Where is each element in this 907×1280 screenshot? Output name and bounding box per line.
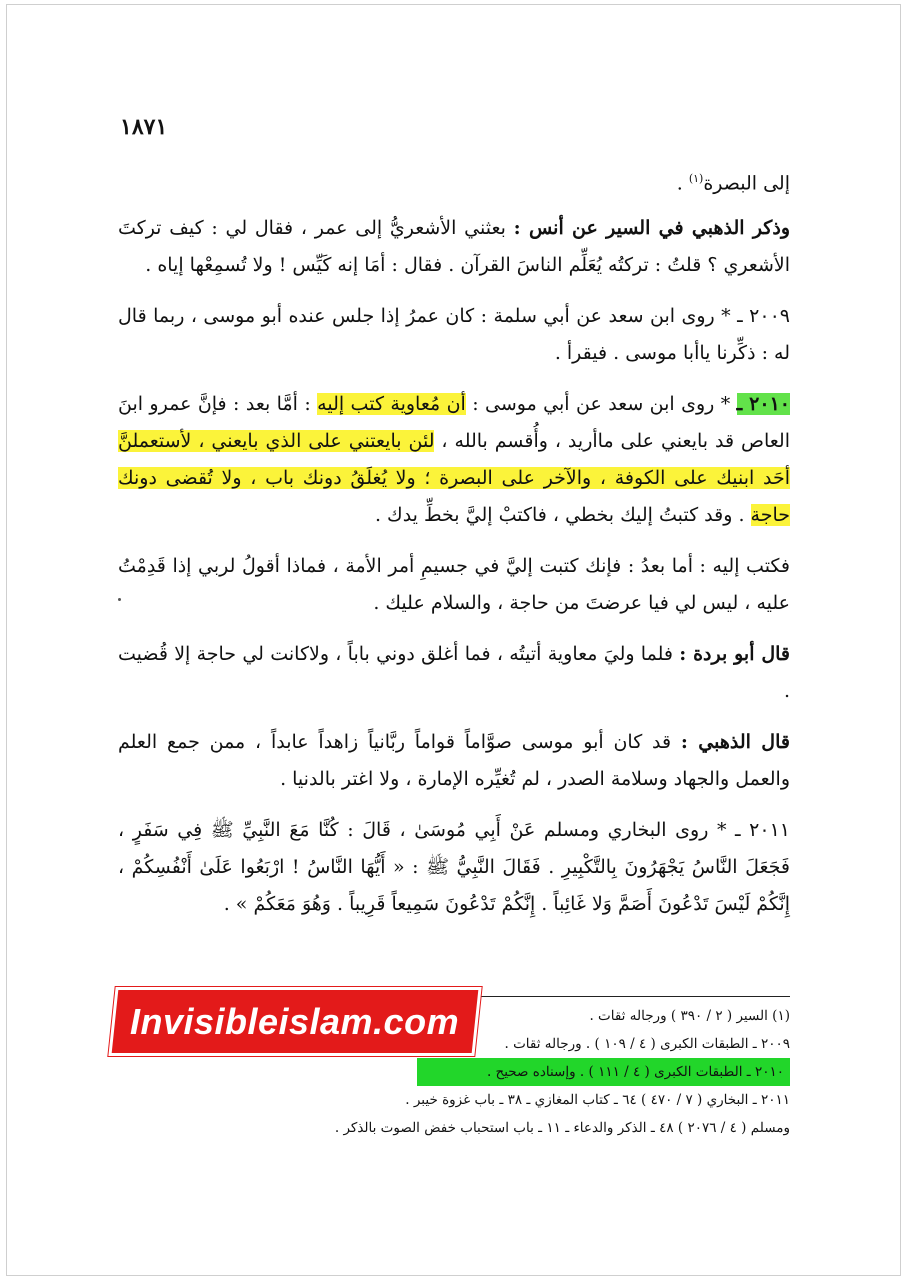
footnote-2010-highlight: ٢٠١٠ ـ الطبقات الكبرى ( ٤ / ١١١ ) . وإسناده صحيح . [417,1058,790,1086]
footnote-2011-bukhari: ٢٠١١ ـ البخاري ( ٧ / ٤٧٠ ) ٦٤ ـ كتاب المغازي ـ ٣٨ ـ باب غزوة خيبر . [405,1092,790,1108]
highlight-offer: لئن بايعتني على الذي بايعني ، لأستعملنَّ أحَد ابنيك على الكوفة ، والآخر على البصرة ؛ ولا يُغلَقُ دونك باب ، ولا تُقضى دونك حاجة [118,430,790,527]
number-2010-highlight: ٢٠١٠ ـ [736,393,790,416]
text-2010-intro: * روى ابن سعد عن أبي موسى : [465,393,737,416]
paragraph-2010 [118,386,790,534]
text-2010-end: . وقد كتبتُ إليك بخطي ، فاكتبْ إليَّ بخطِّ يدك . [374,504,751,527]
page-body [118,160,790,937]
footnote-ref-1: (١) [688,172,704,185]
footnote-2011-muslim: ومسلم ( ٤ / ٢٠٧٦ ) ٤٨ ـ الذكر والدعاء ـ ١١ ـ باب استحباب خفض الصوت بالذكر . [334,1120,790,1136]
paragraph-reply: فكتب إليه : أما بعدُ : فإنك كتبت إليَّ في جسيمِ أمر الأمة ، فماذا أقولُ لربي إذا قَدِمْتُ عليه ، ليس لي فيا عرضتَ من حاجة ، والسلام عليك . [118,555,790,615]
abu-burda-lead: قال أبو بردة : [679,643,791,666]
footnote-divider [452,996,790,997]
dhahabi-text: قد كان أبو موسى صوَّاماً قواماً ربَّانياً زاهداً عابداً ، ممن جمع العلم والعمل والجهاد وسلامة الصدر ، لم تُغيِّره الإمارة ، ولا اغتر بالدنيا . [118,731,790,791]
paragraph-dhahabi-anas [118,210,790,284]
paragraph-abu-burda [118,636,790,710]
dhahabi-lead: قال الذهبي : [680,731,790,754]
paragraph-2009: ٢٠٠٩ ـ * روى ابن سعد عن أبي سلمة : كان عمرُ إذا جلس عنده أبو موسى ، ربما قال له : ذكِّرنا ياأبا موسى . فيقرأ . [118,305,790,365]
paragraph-dhahabi [118,724,790,798]
dhahabi-anas-text: بعثني الأشعريُّ إلى عمر ، فقال لي : كيف تركتَ الأشعري ؟ قلتُ : تركتُه يُعَلِّم الناسَ القرآن . فقال : أمَا إنه كَيِّس ! ولا تُسمِعْها إياه . [118,217,790,277]
basra-end: . [676,172,689,195]
dhahabi-anas-lead: وذكر الذهبي في السير عن أنس : [513,217,790,240]
footnote-2009: ٢٠٠٩ ـ الطبقات الكبرى ( ٤ / ١٠٩ ) . ورجاله ثقات . [504,1036,790,1052]
watermark-logo [108,987,481,1056]
highlight-muawiya-wrote: أن مُعاوية كتب إليه [317,393,466,416]
paragraph-2011: ٢٠١١ ـ * روى البخاري ومسلم عَنْ أَبِي مُوسَىٰ ، قَالَ : كُنَّا مَعَ النَّبِيِّ ﷺ فِي سَفَرٍ ، فَجَعَلَ النَّاسُ يَجْهَرُونَ بِالتَّكْبِيرِ . فَقَالَ النَّبِيُّ ﷺ : « أَيُّهَا النَّاسُ ! ارْبَعُوا عَلَىٰ أَنْفُسِكُمْ ، إِنَّكُمْ لَيْسَ تَدْعُونَ أَصَمَّ وَلا غَائِباً . إِنَّكُمْ تَدْعُونَ سَمِيعاً قَرِيباً . وَهُوَ مَعَكُمْ » . [118,819,790,916]
abu-burda-text: فلما وليَ معاوية أتيتُه ، فما أغلق دوني باباً ، ولاكانت لي حاجة إلا قُضيت . [118,643,790,703]
watermark-text: Invisibleislam.com [130,1000,460,1042]
paragraph-basra [118,160,790,202]
page-number: ١٨٧١ [120,114,168,140]
footnote-1: (١) السير ( ٢ / ٣٩٠ ) ورجاله ثقات . [589,1008,790,1024]
text-2010-middle: : أمَّا بعد : فإنَّ عمرو ابنَ العاص قد بايعني على ماأريد ، وأُقسم بالله ، [118,393,791,453]
basra-text: إلى البصرة [703,172,790,195]
